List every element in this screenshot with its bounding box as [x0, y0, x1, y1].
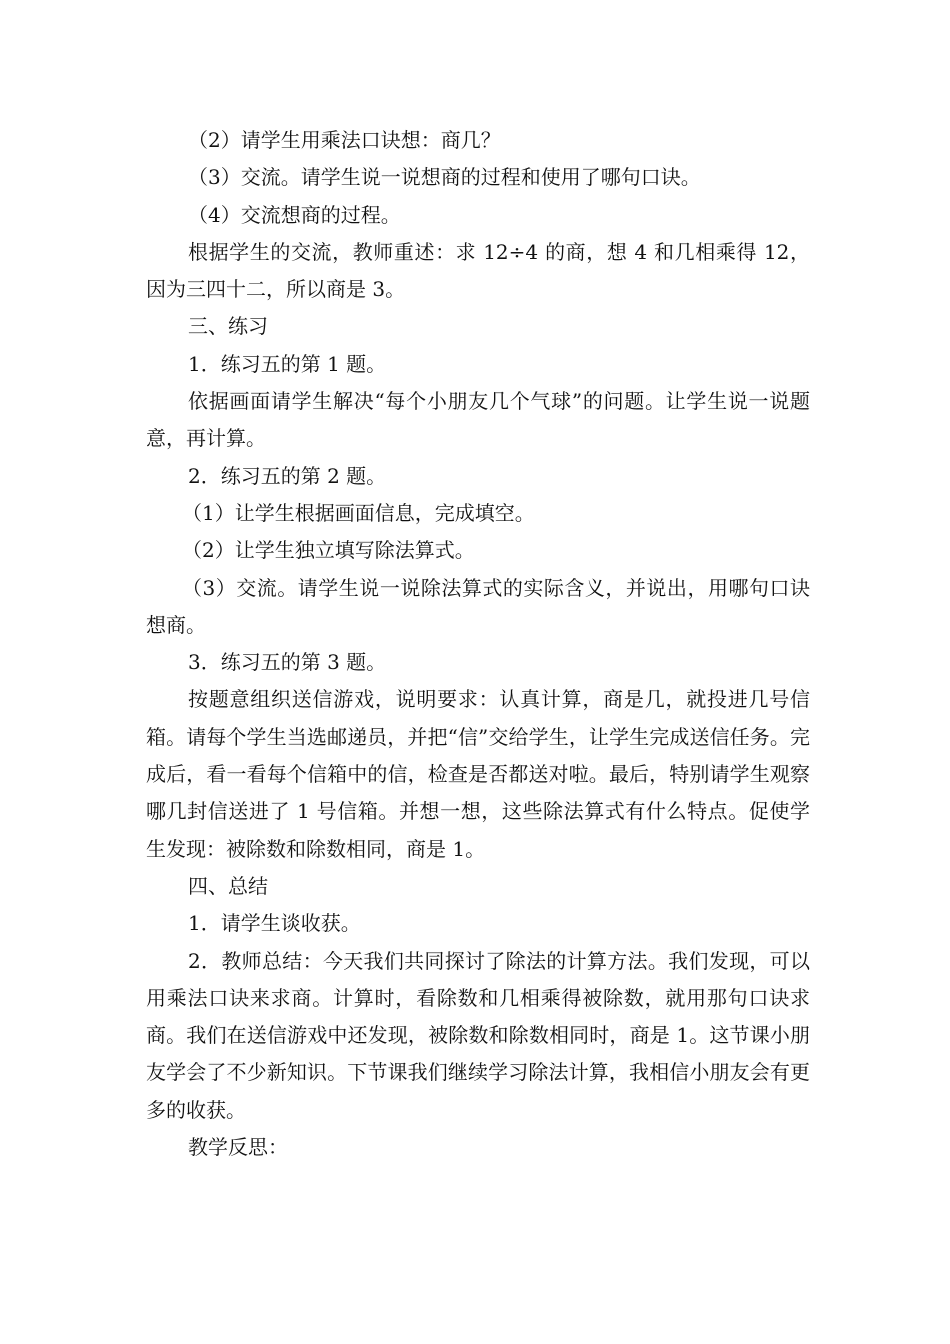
teaching-reflection-label: 教学反思： — [188, 1135, 288, 1160]
paragraph-practice-1-desc: 依据画面请学生解决“每个小朋友几个气球”的问题。让学生说一说题意，再计算。 — [146, 389, 810, 451]
practice-item-1: 1．练习五的第 1 题。 — [188, 351, 387, 376]
paragraph-teacher-restate: 根据学生的交流，教师重述：求 12÷4 的商，想 4 和几相乘得 12，因为三四十二，所以商是 3。 — [146, 239, 810, 302]
section-heading-practice: 三、练习 — [188, 314, 268, 339]
paragraph-practice-2-step-2: （2）让学生独立填写除法算式。 — [182, 538, 475, 563]
practice-item-3: 3．练习五的第 3 题。 — [188, 650, 387, 675]
paragraph-step-4: （4）交流想商的过程。 — [188, 202, 401, 227]
paragraph-mail-game: 按题意组织送信游戏，说明要求：认真计算，商是几，就投进几号信箱。请每个学生当选邮递员，并把“信”交给学生，让学生完成送信任务。完成后，看一看每个信箱中的信，检查是否都送对啦。最后，特别请学生观察哪几封信送进了 1 号信箱。并想一想，这些除法算式有什么特点。促使学生发现：被除数和除数相同，商是 1。 — [146, 687, 810, 861]
paragraph-practice-2-step-3: （3）交流。请学生说一说除法算式的实际含义，并说出，用哪句口诀想商。 — [146, 575, 810, 637]
practice-item-2: 2．练习五的第 2 题。 — [188, 463, 387, 488]
paragraph-practice-2-step-1: （1）让学生根据画面信息，完成填空。 — [182, 500, 535, 525]
section-heading-summary: 四、总结 — [188, 873, 268, 898]
summary-item-2: 2．教师总结：今天我们共同探讨了除法的计算方法。我们发现，可以用乘法口诀来求商。计算时，看除数和几相乘得被除数，就用那句口诀求商。我们在送信游戏中还发现，被除数和除数相同时，商是 1。这节课小朋友学会了不少新知识。下节课我们继续学习除法计算，我相信小朋友会有更多的收获。 — [146, 948, 810, 1122]
document-body — [146, 122, 810, 1166]
paragraph-step-2: （2）请学生用乘法口诀想：商几？ — [188, 128, 501, 152]
summary-item-1: 1．请学生谈收获。 — [188, 911, 361, 936]
paragraph-step-3: （3）交流。请学生说一说想商的过程和使用了哪句口诀。 — [188, 165, 701, 190]
